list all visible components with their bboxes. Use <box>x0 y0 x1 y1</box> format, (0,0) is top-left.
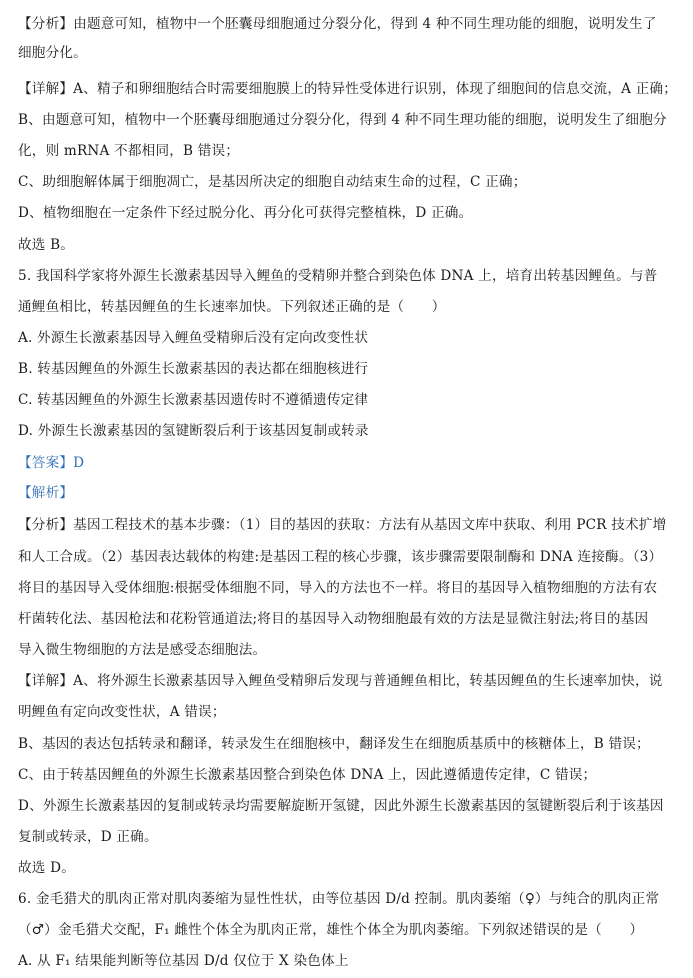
text-line: 【分析】由题意可知，植物中一个胚囊母细胞通过分裂分化，得到 4 种不同生理功能的细胞，说明发生了 <box>18 16 657 32</box>
option-d: D. 外源生长激素基因的氢键断裂后利于该基因复制或转录 <box>18 423 369 439</box>
text-line: C、由于转基因鲤鱼的外源生长激素基因整合到染色体 DNA 上，因此遵循遗传定律，C 错误； <box>18 767 597 783</box>
question-5-stem: 5. 我国科学家将外源生长激素基因导入鲤鱼的受精卵并整合到染色体 DNA 上，培育出转基因鲤鱼。与普 <box>18 268 658 284</box>
text-line: D、植物细胞在一定条件下经过脱分化、再分化可获得完整植株，D 正确。 <box>18 205 473 221</box>
question-6-stem: （♂）金毛猎犬交配，F₁ 雌性个体全为肌肉正常，雄性个体全为肌肉萎缩。下列叙述错误的是（ ） <box>18 922 644 938</box>
text-line: 明鲤鱼有定向改变性状，A 错误； <box>18 704 226 720</box>
question-5-stem: 通鲤鱼相比，转基因鲤鱼的生长速率加快。下列叙述正确的是（ ） <box>18 299 446 315</box>
text-line: 故选 D。 <box>18 860 76 876</box>
text-line: C、助细胞解体属于细胞凋亡，是基因所决定的细胞自动结束生命的过程，C 正确； <box>18 174 527 190</box>
text-line: 复制或转录，D 正确。 <box>18 829 158 845</box>
option-c: C. 转基因鲤鱼的外源生长激素基因遗传时不遵循遗传定律 <box>18 392 369 408</box>
text-line: 杆菌转化法、基因枪法和花粉管通道法;将目的基因导入动物细胞最有效的方法是显微注射法;将目的基因 <box>18 611 649 627</box>
text-line: 和人工合成。（2）基因表达载体的构建:是基因工程的核心步骤，该步骤需要限制酶和 DNA 连接酶。（3） <box>18 549 663 565</box>
text-line: 细胞分化。 <box>18 45 87 61</box>
option-a: A. 外源生长激素基因导入鲤鱼受精卵后没有定向改变性状 <box>18 330 369 346</box>
analysis-label: 【解析】 <box>18 485 74 501</box>
text-line: 导入微生物细胞的方法是感受态细胞法。 <box>18 642 267 658</box>
text-line: 故选 B。 <box>18 237 75 253</box>
text-line: D、外源生长激素基因的复制或转录均需要解旋断开氢键，因此外源生长激素基因的氢键断裂后利于该基因 <box>18 798 664 814</box>
text-line: B、基因的表达包括转录和翻译，转录发生在细胞核中，翻译发生在细胞质基质中的核糖体上，B 错误； <box>18 736 650 752</box>
text-line: B、由题意可知，植物中一个胚囊母细胞通过分裂分化，得到 4 种不同生理功能的细胞，说明发生了细胞分 <box>18 112 667 128</box>
text-line: 【详解】A、将外源生长激素基因导入鲤鱼受精卵后发现与普通鲤鱼相比，转基因鲤鱼的生长速率加快，说 <box>18 673 663 689</box>
option-b: B. 转基因鲤鱼的外源生长激素基因的表达都在细胞核进行 <box>18 361 369 377</box>
text-line: 化，则 mRNA 不都相同，B 错误； <box>18 143 240 159</box>
text-line: 将目的基因导入受体细胞:根据受体细胞不同，导入的方法也不一样。将目的基因导入植物细胞的方法有农 <box>18 580 658 596</box>
question-6-stem: 6. 金毛猎犬的肌肉正常对肌肉萎缩为显性性状，由等位基因 D/d 控制。肌肉萎缩（♀）与纯合的肌肉正常 <box>18 891 660 907</box>
text-line: 【详解】A、精子和卵细胞结合时需要细胞膜上的特异性受体进行识别，体现了细胞间的信息交流，A 正确； <box>18 81 678 97</box>
option-a: A. 从 F₁ 结果能判断等位基因 D/d 仅位于 X 染色体上 <box>18 953 349 969</box>
answer-label: 【答案】D <box>18 455 85 471</box>
text-line: 【分析】基因工程技术的基本步骤：（1）目的基因的获取：方法有从基因文库中获取、利用 PCR 技术扩增 <box>18 517 667 533</box>
